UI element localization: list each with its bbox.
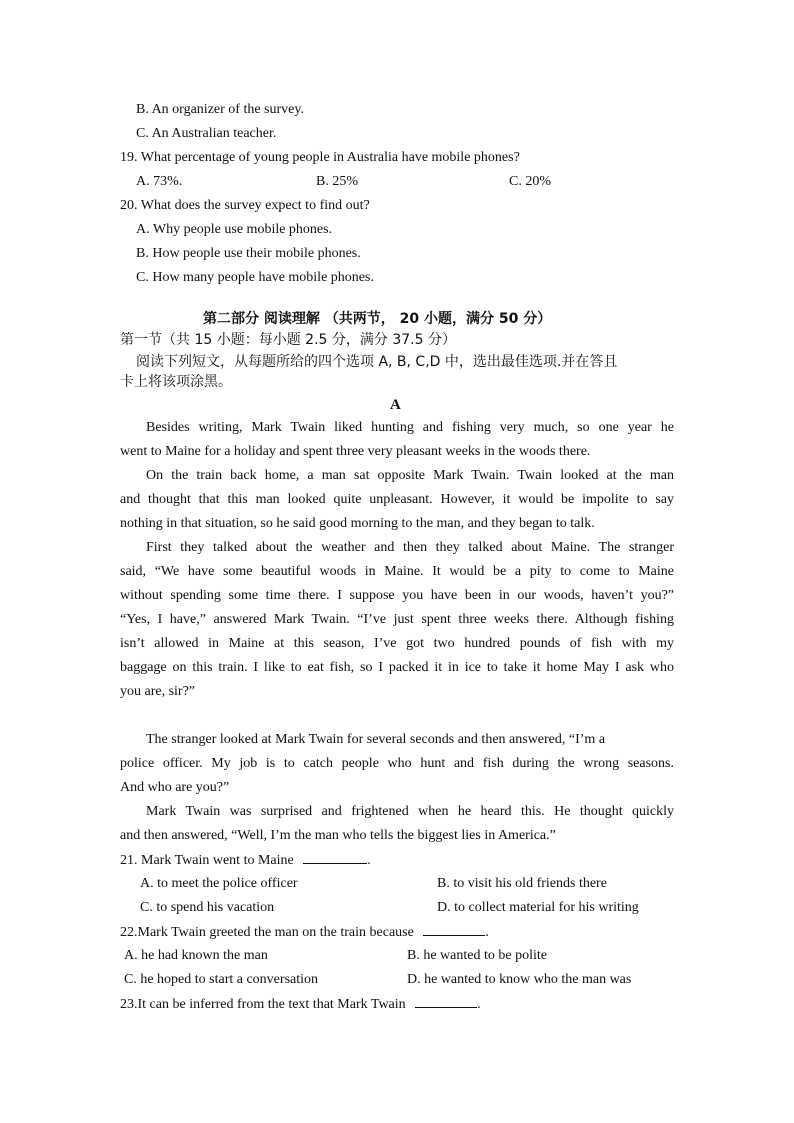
passage-line: isn’t allowed in Maine at this season, I’ve got two hundred pounds of fish with my (120, 636, 674, 651)
q18-option-b: B. An organizer of the survey. (136, 102, 304, 117)
passage-line: nothing in that situation, so he said good morning to the man, and they began to talk. (120, 516, 595, 531)
q20-option-c: C. How many people have mobile phones. (136, 270, 374, 285)
q19-option-a: A. 73%. (136, 174, 183, 189)
instruction-line-1: 阅读下列短文，从每题所给的四个选项 A, B, C,D 中，选出最佳选项.并在答且 (136, 354, 618, 370)
passage-line: without spending some time there. I suppose you have been in our woods, haven’t you?” (120, 588, 674, 603)
q22-option-a: A. he had known the man (124, 948, 268, 963)
q23-question: 23.It can be inferred from the text that Mark Twain . (120, 997, 481, 1012)
q22-option-d: D. he wanted to know who the man was (407, 972, 632, 987)
q18-option-c: C. An Australian teacher. (136, 126, 277, 141)
q22-question-text: 22.Mark Twain greeted the man on the train because (120, 925, 414, 940)
passage-line: and thought that this man looked quite unpleasant. However, it would be impolite to say (120, 492, 674, 507)
passage-line: you are, sir?” (120, 684, 196, 699)
answer-blank (423, 923, 485, 936)
passage-line: First they talked about the weather and then they talked about Maine. The stranger (146, 540, 674, 555)
passage-line: And who are you?” (120, 780, 230, 795)
q21-option-b: B. to visit his old friends there (437, 876, 607, 891)
passage-line: “Yes, I have,” answered Mark Twain. “I’ve just spent three weeks there. Although fishing (120, 612, 674, 627)
instruction-line-2: 卡上将该项涂黑。 (120, 374, 232, 390)
answer-blank (415, 995, 477, 1008)
q20-option-a: A. Why people use mobile phones. (136, 222, 333, 237)
section1-heading: 第一节（共 15 小题：每小题 2.5 分，满分 37.5 分） (120, 332, 456, 348)
passage-line: said, “We have some beautiful woods in Maine. It would be a pity to come to Maine (120, 564, 674, 579)
q19-option-c: C. 20% (509, 174, 551, 189)
q20-option-b: B. How people use their mobile phones. (136, 246, 361, 261)
q23-question-text: 23.It can be inferred from the text that Mark Twain (120, 997, 406, 1012)
answer-blank (303, 851, 367, 864)
part2-title: 第二部分 阅读理解 （共两节， 20 小题，满分 50 分） (203, 311, 552, 327)
q19-option-b: B. 25% (316, 174, 358, 189)
q22-option-c: C. he hoped to start a conversation (124, 972, 319, 987)
passage-line: baggage on this train. I like to eat fish, so I packed it in ice to take it home May I ask who (120, 660, 674, 675)
q21-option-c: C. to spend his vacation (140, 900, 275, 915)
q22-question: 22.Mark Twain greeted the man on the train because . (120, 925, 489, 940)
q20-question: 20. What does the survey expect to find out? (120, 198, 370, 213)
passage-line: The stranger looked at Mark Twain for several seconds and then answered, “I’m a (146, 732, 606, 747)
q22-option-b: B. he wanted to be polite (407, 948, 547, 963)
passage-label: A (390, 397, 401, 413)
q21-question-text: 21. Mark Twain went to Maine (120, 853, 294, 868)
passage-line: police officer. My job is to catch people who hunt and fish during the wrong seasons. (120, 756, 674, 771)
passage-line: went to Maine for a holiday and spent three very pleasant weeks in the woods there. (120, 444, 591, 459)
q21-option-a: A. to meet the police officer (140, 876, 298, 891)
q21-question: 21. Mark Twain went to Maine . (120, 853, 371, 868)
passage-line: and then answered, “Well, I’m the man who tells the biggest lies in America.” (120, 828, 556, 843)
q21-option-d: D. to collect material for his writing (437, 900, 639, 915)
q19-question: 19. What percentage of young people in Australia have mobile phones? (120, 150, 520, 165)
passage-line: Besides writing, Mark Twain liked hunting and fishing very much, so one year he (146, 420, 674, 435)
passage-line: Mark Twain was surprised and frightened when he heard this. He thought quickly (146, 804, 674, 819)
passage-line: On the train back home, a man sat opposite Mark Twain. Twain looked at the man (146, 468, 674, 483)
